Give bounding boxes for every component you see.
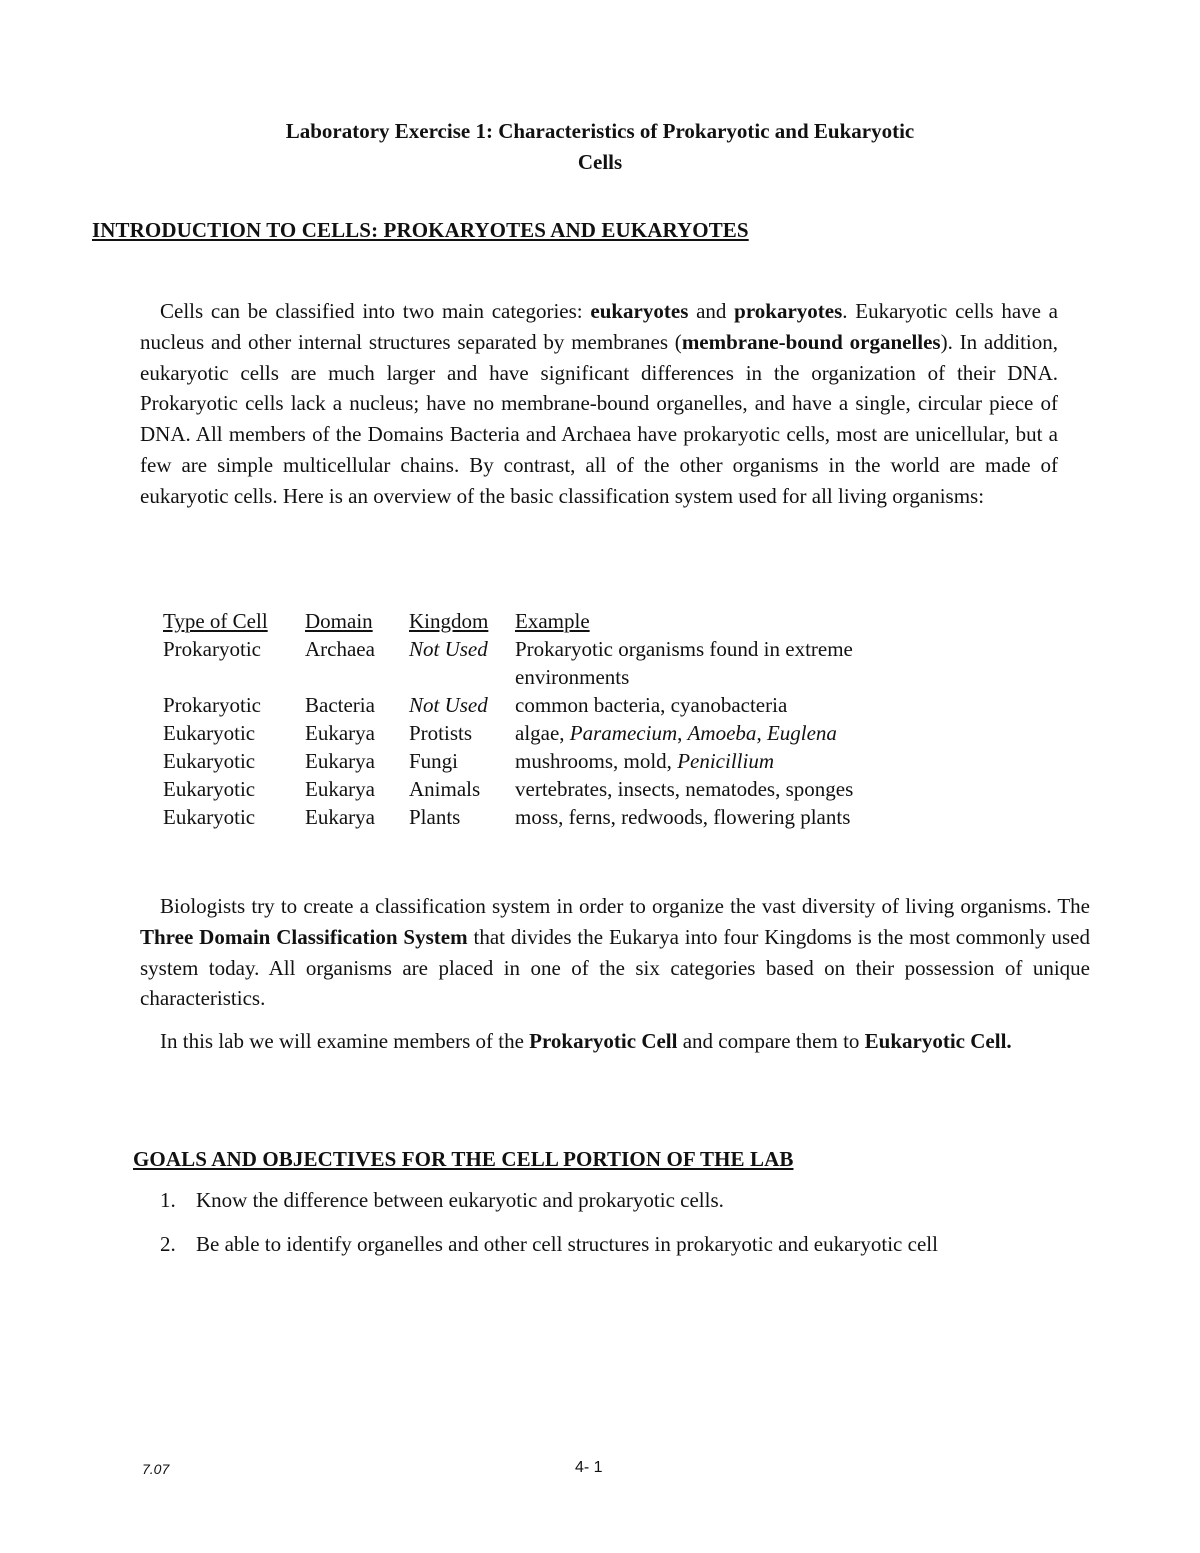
cell-domain: Eukarya bbox=[305, 777, 375, 801]
text-run: that divides the Eukarya into four Kingdoms is the most commonly used system today. All organisms are placed in one of the six categories based on their possession of unique characteristics. bbox=[140, 924, 1090, 1011]
text-run: algae, bbox=[515, 721, 570, 745]
table-row bbox=[163, 635, 935, 691]
cell-kingdom: Not Used bbox=[409, 693, 488, 717]
cell-domain: Archaea bbox=[305, 637, 375, 661]
text-run: Biologists try to create a classification system in order to organize the vast diversity of living organisms. The bbox=[160, 894, 1090, 918]
cell-type: Eukaryotic bbox=[163, 721, 256, 745]
footer-version: 7.07 bbox=[142, 1461, 170, 1477]
cell-type: Eukaryotic bbox=[163, 777, 256, 801]
header-kingdom: Kingdom bbox=[409, 609, 489, 633]
example-line: Prokaryotic organisms found in extreme bbox=[515, 637, 853, 661]
table-row bbox=[163, 691, 935, 719]
bold-term-eukaryotes: eukaryotes bbox=[590, 299, 689, 323]
table-row bbox=[163, 719, 935, 747]
list-number: 2. bbox=[160, 1232, 176, 1256]
cell-example bbox=[515, 719, 935, 747]
classification-paragraph bbox=[140, 891, 1090, 1014]
cell-example: moss, ferns, redwoods, flowering plants bbox=[515, 805, 851, 829]
goals-heading: GOALS AND OBJECTIVES FOR THE CELL PORTION OF THE LAB bbox=[133, 1147, 794, 1171]
cell-domain: Eukarya bbox=[305, 721, 375, 745]
title-line-1: Laboratory Exercise 1: Characteristics of Prokaryotic and Eukaryotic bbox=[285, 119, 915, 143]
text-run: and bbox=[688, 299, 735, 323]
cell-kingdom: Protists bbox=[409, 721, 473, 745]
bold-term-prokaryotes: prokaryotes bbox=[734, 299, 843, 323]
text-run: Cells can be classified into two main categories: bbox=[160, 299, 591, 323]
intro-heading: INTRODUCTION TO CELLS: PROKARYOTES AND EUKARYOTES bbox=[92, 218, 749, 242]
text-run: . Eukaryotic cells have a nucleus and other internal structures separated by membranes ( bbox=[140, 299, 1059, 354]
document-title bbox=[140, 116, 1060, 178]
text-run: mushrooms, mold, bbox=[515, 749, 678, 773]
list-text: Be able to identify organelles and other cell structures in prokaryotic and eukaryotic cell bbox=[196, 1232, 938, 1256]
list-item bbox=[160, 1185, 938, 1229]
table-row bbox=[163, 747, 935, 775]
table-header-row bbox=[163, 607, 935, 635]
cell-kingdom: Not Used bbox=[409, 637, 488, 661]
cell-kingdom: Animals bbox=[409, 777, 481, 801]
list-number: 1. bbox=[160, 1188, 176, 1212]
text-run: , bbox=[677, 721, 688, 745]
goals-list bbox=[160, 1185, 938, 1273]
cell-example: common bacteria, cyanobacteria bbox=[515, 693, 788, 717]
list-text: Know the difference between eukaryotic and prokaryotic cells. bbox=[196, 1188, 724, 1212]
cell-domain: Eukarya bbox=[305, 749, 375, 773]
bold-term-prokaryotic-cell: Prokaryotic Cell bbox=[529, 1029, 678, 1053]
text-run: and compare them to bbox=[677, 1029, 865, 1053]
footer-page-number: 4- 1 bbox=[575, 1459, 603, 1476]
cell-domain: Bacteria bbox=[305, 693, 375, 717]
bold-term-eukaryotic-cell: Eukaryotic Cell. bbox=[864, 1029, 1012, 1053]
lab-scope-paragraph bbox=[140, 1026, 1090, 1057]
cell-type: Eukaryotic bbox=[163, 805, 256, 829]
bold-term-three-domain-system: Three Domain Classification System bbox=[140, 924, 468, 949]
text-run: ). In addition, eukaryotic cells are much larger and have significant differences in the organization of their DNA. Prokaryotic cells lack a nucleus; have no membrane-bound organelles, and have a single, circular piece of DNA. All members of the Domains Bacteria and Archaea have prokaryotic cells, most are unicellular, but a few are simple multicellular chains. By contrast, all of the other organisms in the world are made of eukaryotic cells. Here is an overview of the basic classification system used for all living organisms: bbox=[140, 329, 1059, 508]
cell-example: vertebrates, insects, nematodes, sponges bbox=[515, 777, 854, 801]
cell-type: Eukaryotic bbox=[163, 749, 256, 773]
text-run: In this lab we will examine members of the bbox=[160, 1029, 530, 1053]
intro-paragraph bbox=[140, 296, 1058, 512]
cell-type: Prokaryotic bbox=[163, 693, 261, 717]
example-line: environments bbox=[515, 665, 630, 689]
cell-type: Prokaryotic bbox=[163, 637, 261, 661]
italic-genus: Euglena bbox=[766, 721, 837, 745]
header-domain: Domain bbox=[305, 609, 373, 633]
bold-term-membrane-bound-organelles: membrane-bound organelles bbox=[681, 329, 941, 354]
cell-kingdom: Plants bbox=[409, 805, 461, 829]
italic-genus: Amoeba bbox=[687, 721, 757, 745]
cell-domain: Eukarya bbox=[305, 805, 375, 829]
header-type-of-cell: Type of Cell bbox=[163, 609, 268, 633]
cell-kingdom: Fungi bbox=[409, 749, 459, 773]
table-row bbox=[163, 803, 935, 831]
classification-table bbox=[163, 607, 935, 831]
italic-genus: Penicillium bbox=[677, 749, 774, 773]
list-item bbox=[160, 1229, 938, 1273]
cell-example bbox=[515, 747, 935, 775]
text-run: , bbox=[756, 721, 767, 745]
header-example: Example bbox=[515, 609, 590, 633]
italic-genus: Paramecium bbox=[569, 721, 678, 745]
cell-example bbox=[515, 635, 935, 691]
table-row bbox=[163, 775, 935, 803]
title-line-2: Cells bbox=[577, 150, 623, 174]
